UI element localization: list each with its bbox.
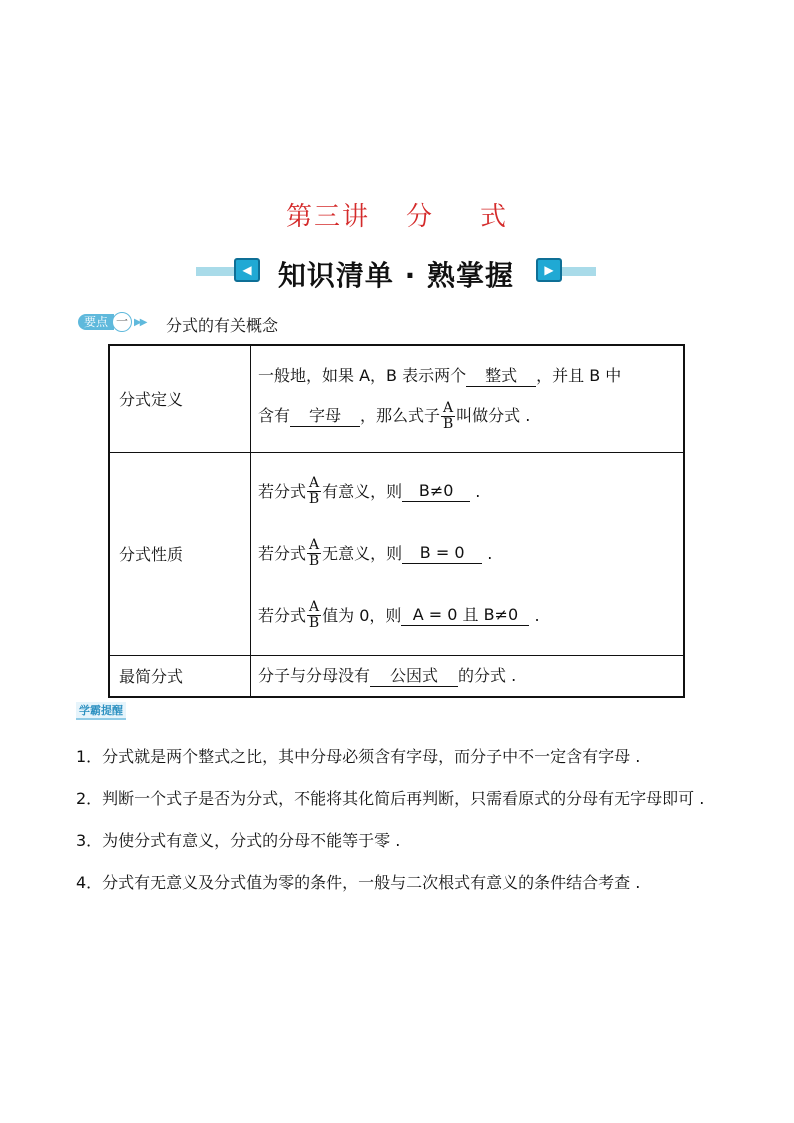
key-point-tag <box>78 313 145 331</box>
fraction-a-over-b <box>307 538 321 569</box>
table-row <box>109 452 684 655</box>
page-title <box>0 196 794 233</box>
section-banner <box>196 254 596 292</box>
answer-blank: B≠0 <box>402 481 470 502</box>
key-point-label: 要点 <box>78 314 114 330</box>
text: 含有 <box>258 406 291 426</box>
text: . <box>475 481 481 501</box>
row-value <box>251 655 685 697</box>
text: . <box>534 605 540 625</box>
key-point-number: 一 <box>112 312 132 332</box>
text: ，并且 B 中 <box>536 366 622 386</box>
fraction-a-over-b <box>307 476 321 507</box>
tips-list <box>76 736 724 904</box>
double-arrow-icon: ▶▶ <box>134 316 146 328</box>
answer-blank: 整式 <box>466 366 536 387</box>
title-part-1: 第三讲 <box>285 202 370 232</box>
text: 的分式 . <box>458 665 517 685</box>
text: 值为 0，则 <box>322 605 402 625</box>
property-line <box>258 461 675 523</box>
title-part-2: 分 <box>405 202 434 232</box>
tip-item: 3．为使分式有意义，分式的分母不能等于零 . <box>76 831 401 850</box>
fraction-denominator: B <box>308 491 320 507</box>
text: ，那么式子 <box>360 406 441 426</box>
answer-blank: 公因式 <box>370 666 458 687</box>
row-key: 分式性质 <box>109 452 251 655</box>
banner-text: 知识清单 · 熟掌握 <box>277 259 515 292</box>
fraction-numerator: A <box>309 537 320 553</box>
answer-blank: B = 0 <box>402 543 482 564</box>
fraction-numerator: A <box>443 400 454 417</box>
text: 叫做分式 . <box>456 406 531 426</box>
concept-table <box>108 344 685 698</box>
row-key: 分式定义 <box>109 345 251 452</box>
table-row <box>109 345 684 452</box>
fraction-numerator: A <box>309 599 320 615</box>
arrow-right-icon: ▶ <box>536 258 562 282</box>
text: 若分式 <box>258 543 307 563</box>
text: . <box>487 543 493 563</box>
fraction-a-over-b <box>441 401 455 432</box>
row-key: 最简分式 <box>109 655 251 697</box>
row-value <box>251 345 685 452</box>
fraction-numerator: A <box>309 475 320 491</box>
arrow-left-icon: ◀ <box>234 258 260 282</box>
property-line <box>258 523 675 585</box>
fraction-denominator: B <box>308 615 320 631</box>
fraction-denominator: B <box>308 553 320 569</box>
fraction-a-over-b <box>307 600 321 631</box>
row-value <box>251 452 685 655</box>
fraction-denominator: B <box>442 416 454 433</box>
text: 分子与分母没有 <box>258 665 371 685</box>
answer-blank: 字母 <box>290 406 360 427</box>
text: 有意义，则 <box>322 481 403 501</box>
text: 一般地，如果 A，B 表示两个 <box>258 366 467 386</box>
table-row <box>109 655 684 697</box>
tips-label: 学霸提醒 <box>76 702 126 720</box>
property-line <box>258 585 675 647</box>
answer-blank: A = 0 且 B≠0 <box>401 605 529 626</box>
tip-item: 4．分式有无意义及分式值为零的条件，一般与二次根式有意义的条件结合考查 . <box>76 873 641 892</box>
text: 若分式 <box>258 605 307 625</box>
text: 若分式 <box>258 481 307 501</box>
text: 无意义，则 <box>322 543 403 563</box>
tip-item: 2．判断一个式子是否为分式，不能将其化简后再判断，只需看原式的分母有无字母即可 . <box>76 789 705 808</box>
tip-item: 1．分式就是两个整式之比，其中分母必须含有字母，而分子中不一定含有字母 . <box>76 747 641 766</box>
key-point-title: 分式的有关概念 <box>166 316 279 335</box>
title-part-3: 式 <box>480 202 509 232</box>
